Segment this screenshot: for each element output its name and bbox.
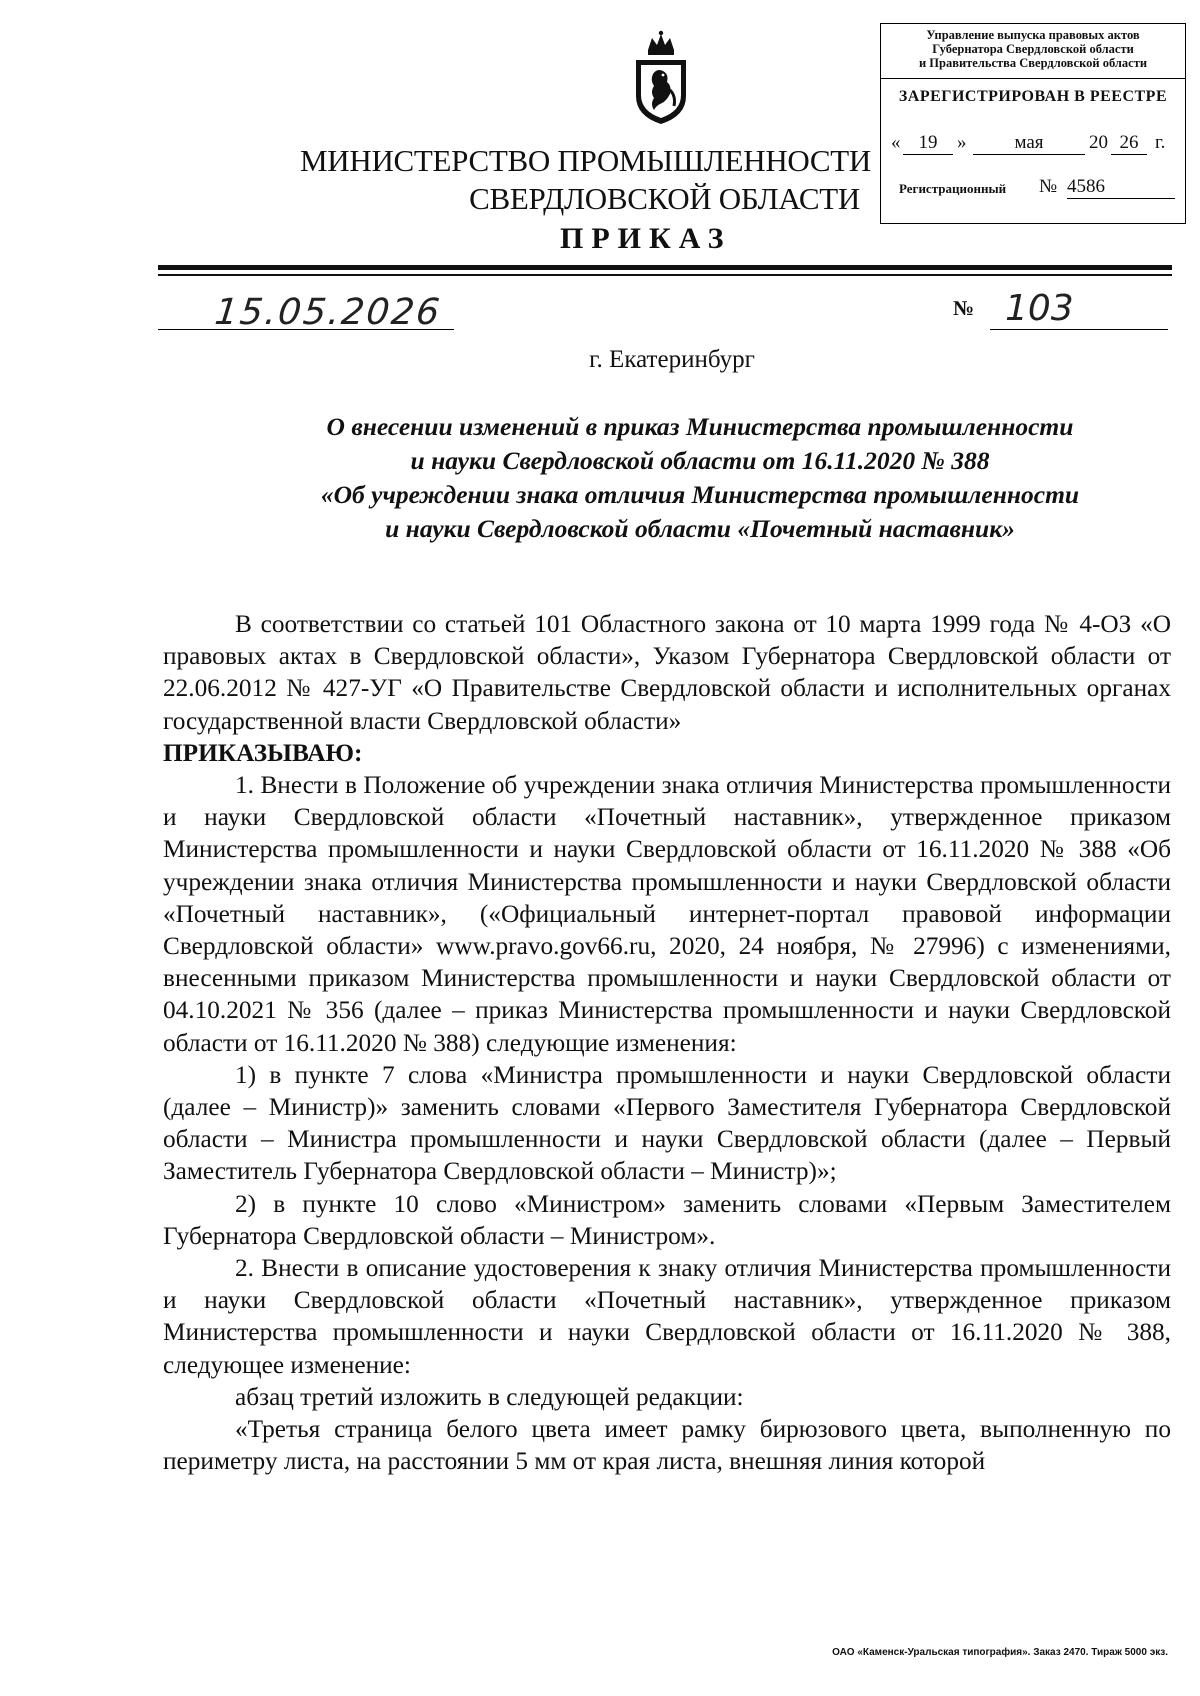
stamp-year-prefix: 20 bbox=[1089, 132, 1108, 153]
ministry-name-line: СВЕРДЛОВСКОЙ ОБЛАСТИ bbox=[469, 181, 860, 216]
stamp-year-suffix: 26 bbox=[1111, 132, 1147, 155]
item-2-paragraph: 2. Внести в описание удостоверения к знаку отличия Министерства промышленности и науки Свердловской области «Почетный наставник», утвержденное приказом Министерства промышленности и науки Свердловской области от 16.11.2020 № 388, следующее изменение: bbox=[163, 1254, 1171, 1379]
stamp-dept-line: и Правительства Свердловской области bbox=[918, 56, 1148, 70]
stamp-close-quote: » bbox=[957, 132, 967, 153]
stamp-regno-value: 4586 bbox=[1067, 176, 1175, 199]
stamp-registered-label: ЗАРЕГИСТРИРОВАН В РЕЕСТРЕ bbox=[898, 88, 1168, 105]
header-divider-thin bbox=[158, 274, 1172, 276]
stamp-open-quote: « bbox=[891, 132, 901, 153]
document-type-title: ПРИКАЗ bbox=[560, 222, 732, 255]
stamp-dept-line: Губернатора Свердловской области bbox=[932, 42, 1134, 56]
item-1-2-paragraph: 2) в пункте 10 слово «Министром» заменить словами «Первым Заместителем Губернатора Свердловской области – Министром». bbox=[163, 1189, 1171, 1250]
order-number-handwritten: 103 bbox=[1005, 288, 1074, 329]
city-line bbox=[0, 346, 1200, 374]
item-1-paragraph: 1. Внести в Положение об учреждении знака отличия Министерства промышленности и науки Свердловской области «Почетный наставник», утвержденное приказом Министерства промышленности и науки Свердловской области от 16.11.2020 № 388 «Об учреждении знака отличия Министерства промышленности и науки Свердловской области «Почетный наставник», («Официальный интернет-портал правовой информации Свердловской области» www.pravo.gov66.ru, 2020, 24 ноября, № 27996) с изменениями, внесенными приказом Министерства промышленности и науки Свердловской области от 04.10.2021 № 356 (далее – приказ Министерства промышленности и науки Свердловской области от 16.11.2020 № 388) следующие изменения: bbox=[163, 771, 1171, 1057]
order-body bbox=[163, 608, 1171, 1477]
city: г. Екатеринбург bbox=[589, 346, 755, 373]
stamp-year-abbr: г. bbox=[1155, 132, 1166, 153]
directive-label: ПРИКАЗЫВАЮ: bbox=[163, 738, 363, 767]
stamp-dept-line: Управление выпуска правовых актов bbox=[926, 28, 1140, 42]
stamp-month: мая bbox=[973, 132, 1085, 155]
order-subject-heading bbox=[250, 410, 1150, 546]
printer-imprint: ОАО «Каменск-Уральская типография». Заказ 2470. Тираж 5000 экз. bbox=[832, 1647, 1168, 1658]
heading-line: О внесении изменений в приказ Министерства промышленности bbox=[326, 412, 1074, 441]
heading-line: и науки Свердловской области «Почетный наставник» bbox=[385, 514, 1015, 543]
item-1-1-paragraph: 1) в пункте 7 слова «Министра промышленности и науки Свердловской области (далее – Министр)» заменить словами «Первого Заместителя Губернатора Свердловской области – Министра промышленности и науки Свердловской области (далее – Первый Заместитель Губернатора Свердловской области – Министр)»; bbox=[163, 1060, 1171, 1186]
heading-line: «Об учреждении знака отличия Министерства промышленности bbox=[320, 480, 1080, 509]
header-divider-thick bbox=[158, 265, 1172, 270]
item-2-text-paragraph: «Третья страница белого цвета имеет рамку бирюзового цвета, выполненную по периметру листа, на расстоянии 5 мм от края листа, внешняя линия которой bbox=[163, 1415, 1171, 1476]
stamp-department bbox=[881, 24, 1185, 79]
registration-stamp bbox=[880, 23, 1186, 224]
heading-line: и науки Свердловской области от 16.11.2020 № 388 bbox=[410, 446, 990, 475]
order-date-handwritten: 15.05.2026 bbox=[212, 292, 444, 333]
stamp-date bbox=[891, 132, 1181, 160]
ministry-name-line: МИНИСТЕРСТВО ПРОМЫШЛЕННОСТИ bbox=[300, 143, 871, 178]
stamp-registration-number bbox=[899, 176, 1179, 204]
stamp-day: 19 bbox=[903, 132, 953, 155]
stamp-regno-sign: № bbox=[1039, 176, 1058, 197]
stamp-regno-label: Регистрационный bbox=[899, 181, 1007, 196]
ministry-name bbox=[300, 142, 871, 218]
item-2-intro-paragraph: абзац третий изложить в следующей редакции: bbox=[235, 1382, 744, 1411]
preamble-paragraph: В соответствии со статьей 101 Областного закона от 10 марта 1999 года № 4-ОЗ «О правовых актах в Свердловской области», Указом Губернатора Свердловской области от 22.06.2012 № 427-УГ «О Правительстве Свердловской области и исполнительных органах государственной власти Свердловской области» bbox=[163, 610, 1171, 735]
number-sign: № bbox=[953, 296, 975, 320]
coat-of-arms-icon bbox=[630, 30, 692, 126]
